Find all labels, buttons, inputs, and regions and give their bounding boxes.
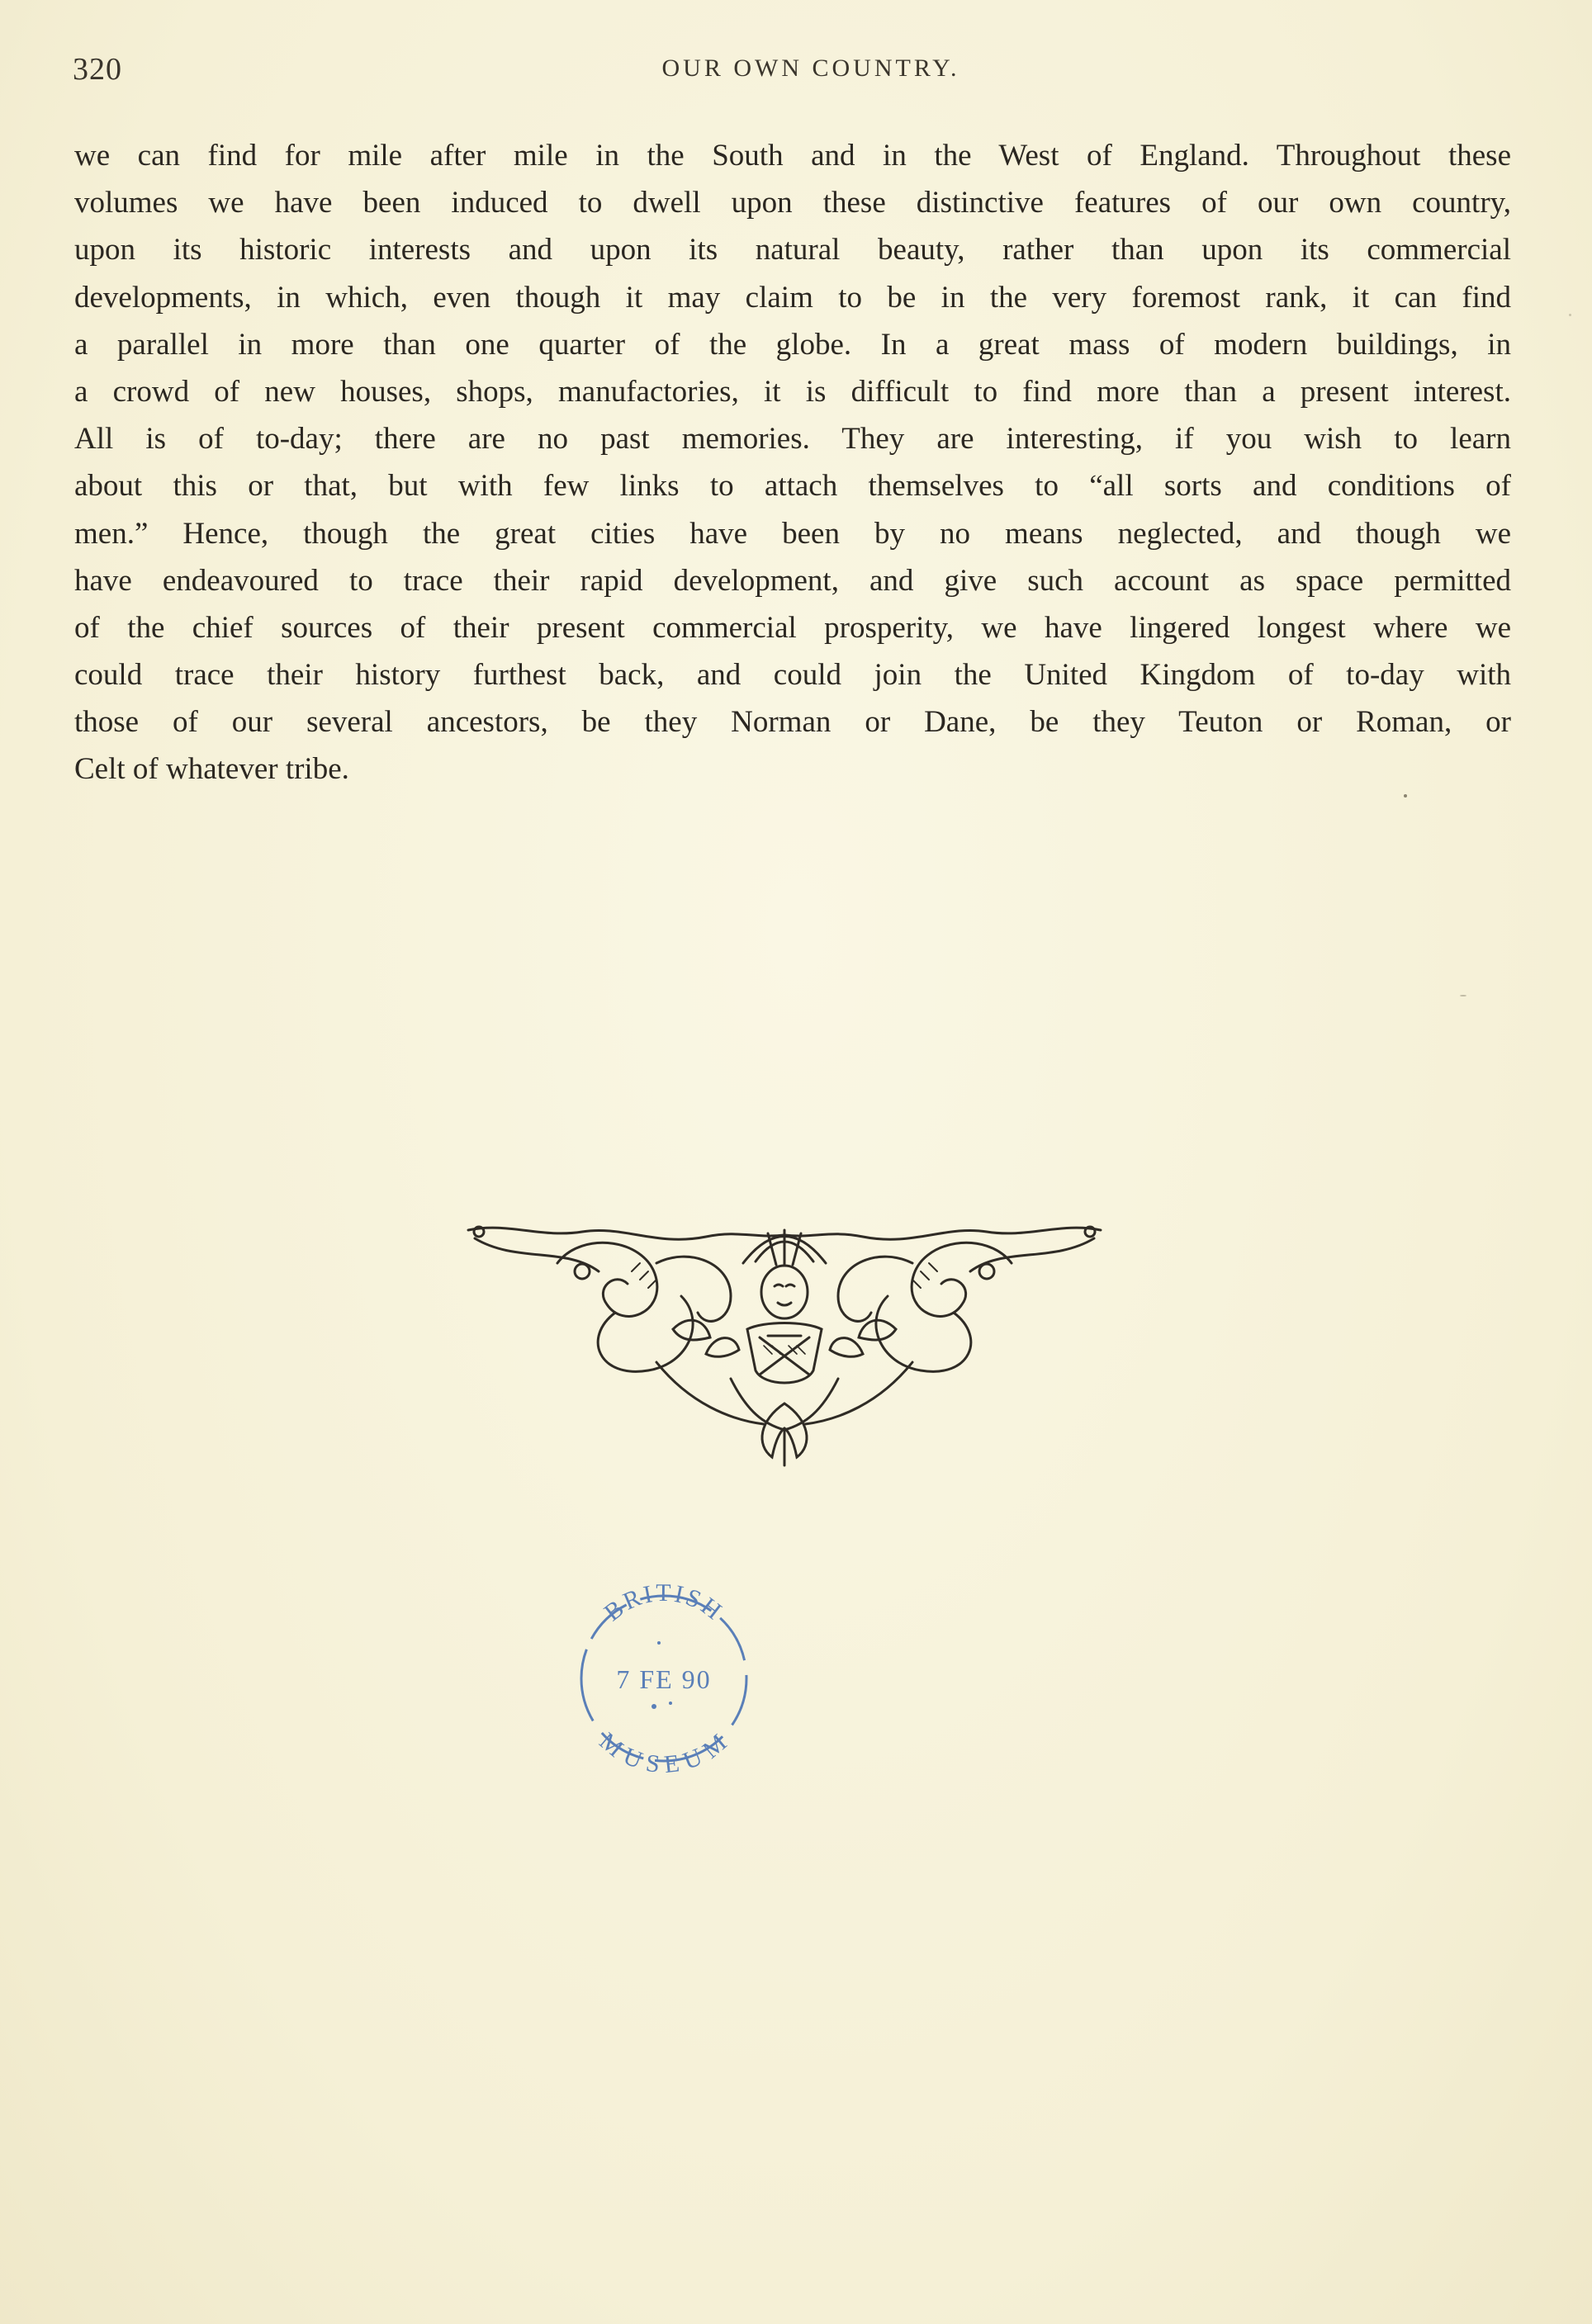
paper-speck [1460, 995, 1466, 996]
stamp-top-text: BRITISH [599, 1581, 729, 1627]
running-head [73, 51, 1516, 89]
svg-text:MUSEUM [594, 1727, 733, 1773]
text-line: developments, in which, even though it may claim to be in the very foremost rank, it can find [74, 280, 1511, 315]
page-number: 320 [73, 52, 122, 87]
text-line: a crowd of new houses, shops, manufactories, it is difficult to find more than a present interest. [74, 374, 1511, 409]
text-line: of the chief sources of their present commercial prosperity, we have lingered longest where we [74, 610, 1511, 645]
text-line: could trace their history furthest back, and could join the United Kingdom of to-day with [74, 658, 1511, 693]
stamp-date: 7 FE 90 [616, 1664, 712, 1694]
text-line: about this or that, but with few links to attach themselves to “all sorts and conditions of [74, 469, 1511, 504]
text-line: we can find for mile after mile in the South and in the West of England. Throughout these [74, 139, 1511, 173]
text-line: Celt of whatever tribe. [74, 752, 349, 787]
paper-speck [1404, 794, 1407, 798]
paper-speck [1569, 314, 1571, 316]
text-line: those of our several ancestors, be they Norman or Dane, be they Teuton or Roman, or [74, 705, 1511, 740]
text-line: All is of to-day; there are no past memories. They are interesting, if you wish to learn [74, 422, 1511, 457]
running-title: OUR OWN COUNTRY. [661, 54, 960, 82]
floral-tailpiece-icon [458, 1214, 1111, 1470]
text-line: volumes we have been induced to dwell upon these distinctive features of our own country, [74, 186, 1511, 220]
library-stamp-icon [568, 1581, 760, 1773]
stamp-bottom-text: MUSEUM [594, 1727, 734, 1773]
svg-text:BRITISH [599, 1581, 729, 1626]
body-paragraph [74, 132, 1511, 793]
text-line: men.” Hence, though the great cities have been by no means neglected, and though we [74, 516, 1511, 551]
text-line: upon its historic interests and upon its natural beauty, rather than upon its commercial [74, 233, 1511, 267]
text-line: a parallel in more than one quarter of the globe. In a great mass of modern buildings, in [74, 327, 1511, 362]
text-line: have endeavoured to trace their rapid development, and give such account as space permitted [74, 563, 1511, 598]
